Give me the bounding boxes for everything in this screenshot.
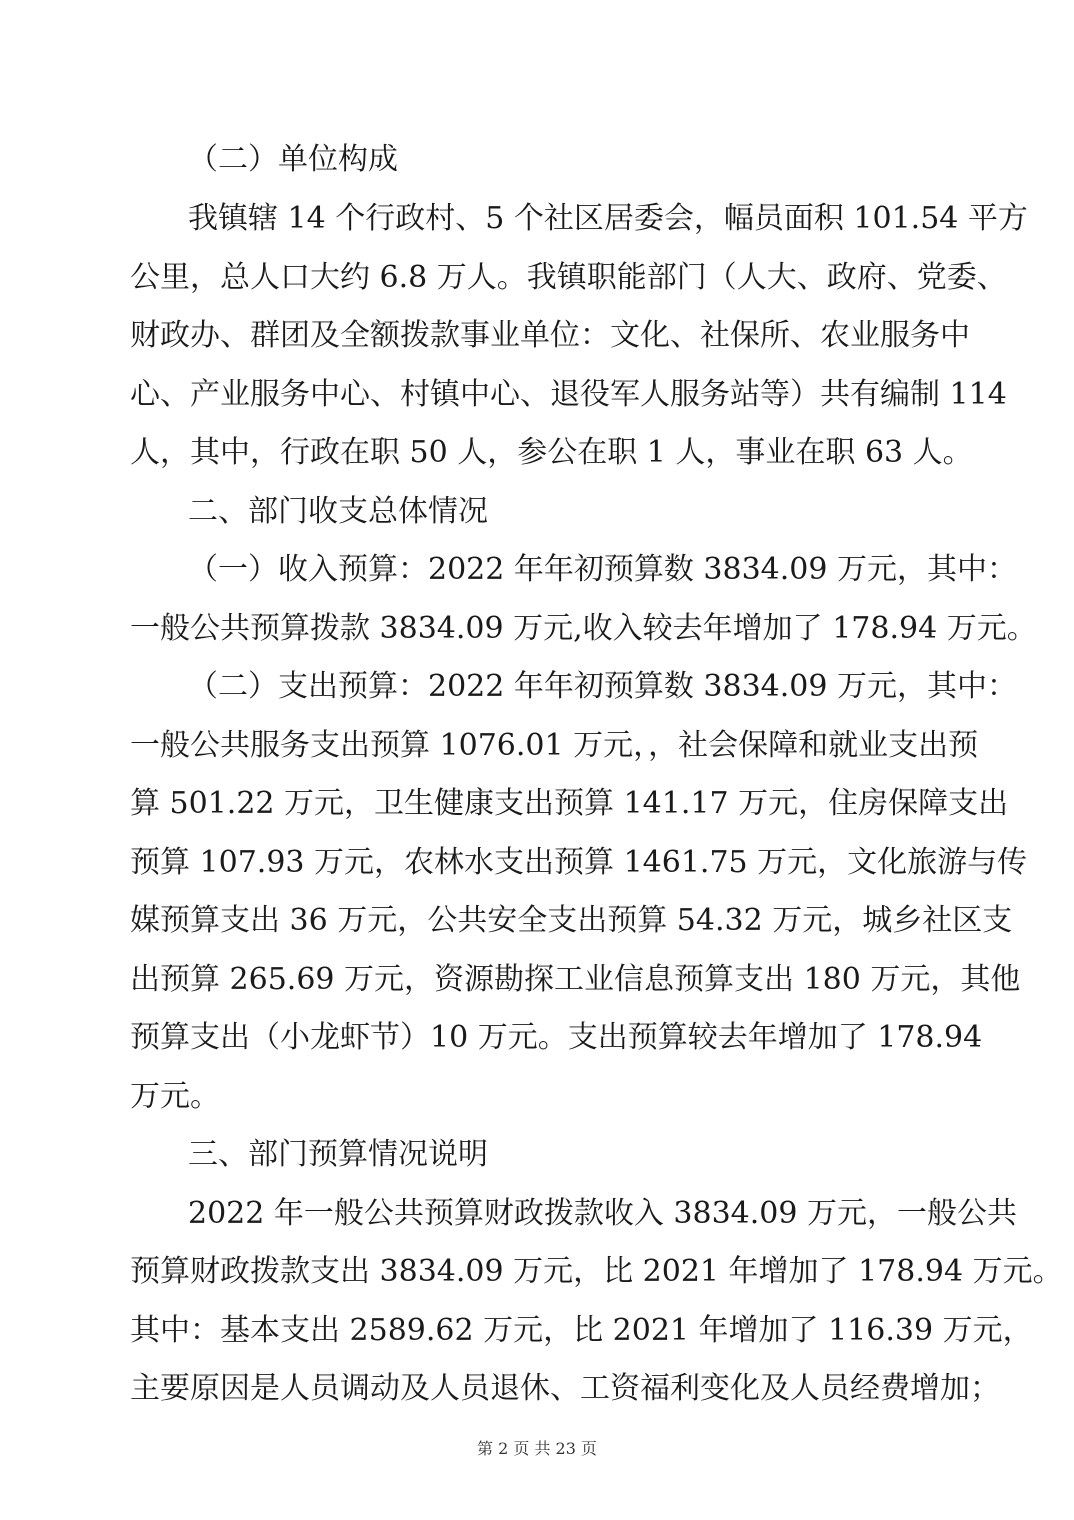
- paragraph-line: 预算财政拨款支出 3834.09 万元，比 2021 年增加了 178.94 万元。: [130, 1254, 1063, 1289]
- section-heading-unit-composition: （二）单位构成: [188, 142, 398, 177]
- paragraph-line: 预算 107.93 万元，农林水支出预算 1461.75 万元，文化旅游与传: [130, 845, 1028, 880]
- page-number-footer: 第 2 页 共 23 页: [477, 1439, 597, 1458]
- paragraph-line: 一般公共预算拨款 3834.09 万元,收入较去年增加了 178.94 万元。: [130, 611, 1037, 646]
- section-heading-income-expense: 二、部门收支总体情况: [188, 494, 488, 529]
- section-heading-budget-explanation: 三、部门预算情况说明: [188, 1137, 488, 1172]
- paragraph-line: 万元。: [130, 1079, 220, 1114]
- paragraph-line: 媒预算支出 36 万元，公共安全支出预算 54.32 万元，城乡社区支: [130, 903, 1013, 938]
- paragraph-line: 一般公共服务支出预算 1076.01 万元，，社会保障和就业支出预: [130, 728, 979, 763]
- paragraph-line: 心、产业服务中心、村镇中心、退役军人服务站等）共有编制 114: [130, 377, 1007, 412]
- paragraph-line: （二）支出预算：2022 年年初预算数 3834.09 万元，其中：: [188, 669, 1018, 704]
- paragraph-line: （一）收入预算：2022 年年初预算数 3834.09 万元，其中：: [188, 552, 1018, 587]
- paragraph-line: 预算支出（小龙虾节）10 万元。支出预算较去年增加了 178.94: [130, 1020, 983, 1055]
- paragraph-line: 公里，总人口大约 6.8 万人。我镇职能部门（人大、政府、党委、: [130, 260, 1007, 295]
- paragraph-line: 其中：基本支出 2589.62 万元，比 2021 年增加了 116.39 万元，: [130, 1313, 1033, 1348]
- paragraph-line: 2022 年一般公共预算财政拨款收入 3834.09 万元，一般公共: [188, 1196, 1018, 1231]
- paragraph-line: 出预算 265.69 万元，资源勘探工业信息预算支出 180 万元，其他: [130, 962, 1021, 997]
- paragraph-line: 算 501.22 万元，卫生健康支出预算 141.17 万元，住房保障支出: [130, 786, 1009, 821]
- paragraph-line: 主要原因是人员调动及人员退休、工资福利变化及人员经费增加；: [130, 1371, 1000, 1406]
- paragraph-line: 我镇辖 14 个行政村、5 个社区居委会，幅员面积 101.54 平方: [188, 201, 1028, 236]
- paragraph-line: 财政办、群团及全额拨款事业单位：文化、社保所、农业服务中: [130, 318, 970, 353]
- paragraph-line: 人，其中，行政在职 50 人，参公在职 1 人，事业在职 63 人。: [130, 435, 973, 470]
